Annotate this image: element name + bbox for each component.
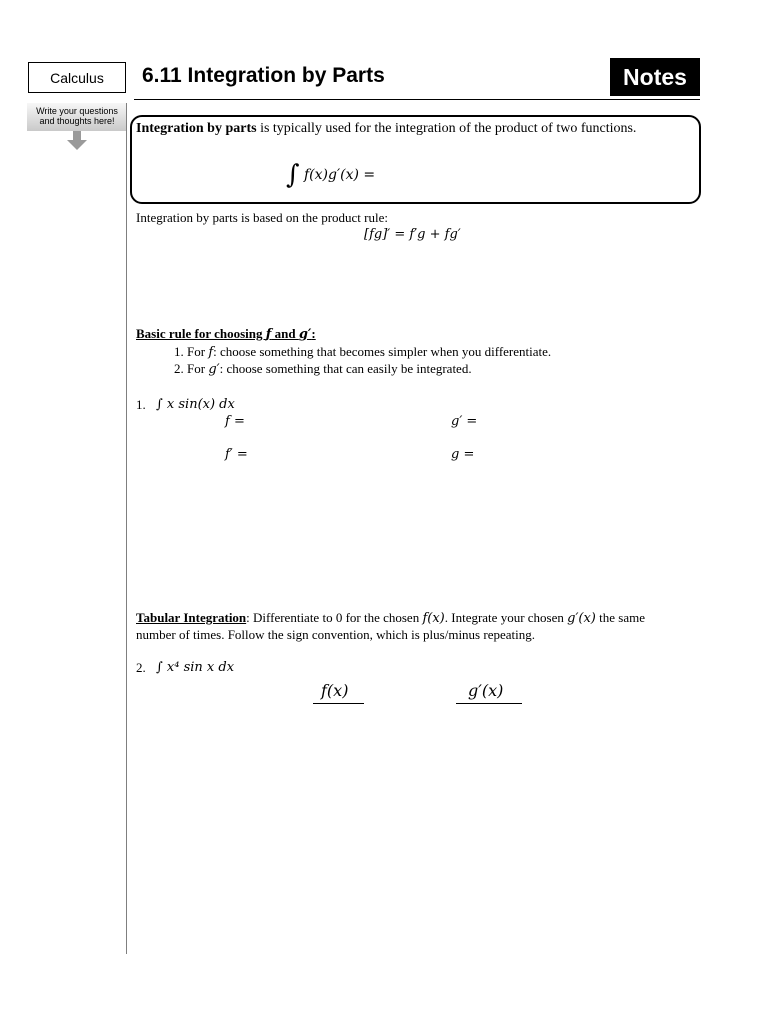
product-rule-formula: [fg]′ = f′g + fg′ xyxy=(364,227,461,242)
notes-badge: Notes xyxy=(610,58,700,96)
tabular-line-2: number of times. Follow the sign convention, which is plus/minus repeating. xyxy=(136,627,535,642)
definition-description: is typically used for the integration of the product of two functions. xyxy=(256,121,637,136)
definition-term: Integration by parts xyxy=(136,121,257,136)
integral-sign: ∫ xyxy=(286,160,300,190)
margin-line xyxy=(126,103,127,954)
example-1-gprime: g′ = xyxy=(451,414,478,429)
down-arrow-icon xyxy=(66,131,88,151)
example-1-fprime: f′ = xyxy=(225,447,248,462)
integral-formula xyxy=(286,160,375,190)
integral-expression: f(x)g′(x) = xyxy=(304,167,376,183)
page-title: 6.11 Integration by Parts xyxy=(142,64,385,87)
choosing-rule-2: 2. For g′: choose something that can easily be integrated. xyxy=(174,361,472,377)
tabular-column-gprime: g′(x) xyxy=(468,681,504,700)
tabular-column-f-underline xyxy=(313,703,364,704)
header-divider xyxy=(134,99,700,100)
example-2-integral: ∫ x⁴ sin x dx xyxy=(156,660,235,675)
product-rule-intro: Integration by parts is based on the product rule: xyxy=(136,210,388,225)
tabular-column-gprime-underline xyxy=(456,703,522,704)
choosing-heading: Basic rule for choosing f and g′: xyxy=(136,326,316,342)
tabular-line-1: Tabular Integration: Differentiate to 0 for the chosen f(x). Integrate your chosen g′(x) the same xyxy=(136,610,645,626)
sidebar-tab-line1: Write your questions xyxy=(36,106,118,116)
sidebar-tab-line2: and thoughts here! xyxy=(39,116,115,126)
example-1-integral: ∫ x sin(x) dx xyxy=(156,397,235,412)
example-1-number: 1. xyxy=(136,397,146,412)
tabular-column-f: f(x) xyxy=(321,681,349,700)
course-label: Calculus xyxy=(28,62,126,93)
definition-text xyxy=(136,121,636,137)
sidebar-tab-text xyxy=(27,106,127,126)
example-2-number: 2. xyxy=(136,660,146,675)
choosing-rule-1: 1. For f: choose something that becomes simpler when you differentiate. xyxy=(174,344,552,360)
example-1-f: f = xyxy=(225,414,245,429)
example-1-g: g = xyxy=(451,447,475,462)
